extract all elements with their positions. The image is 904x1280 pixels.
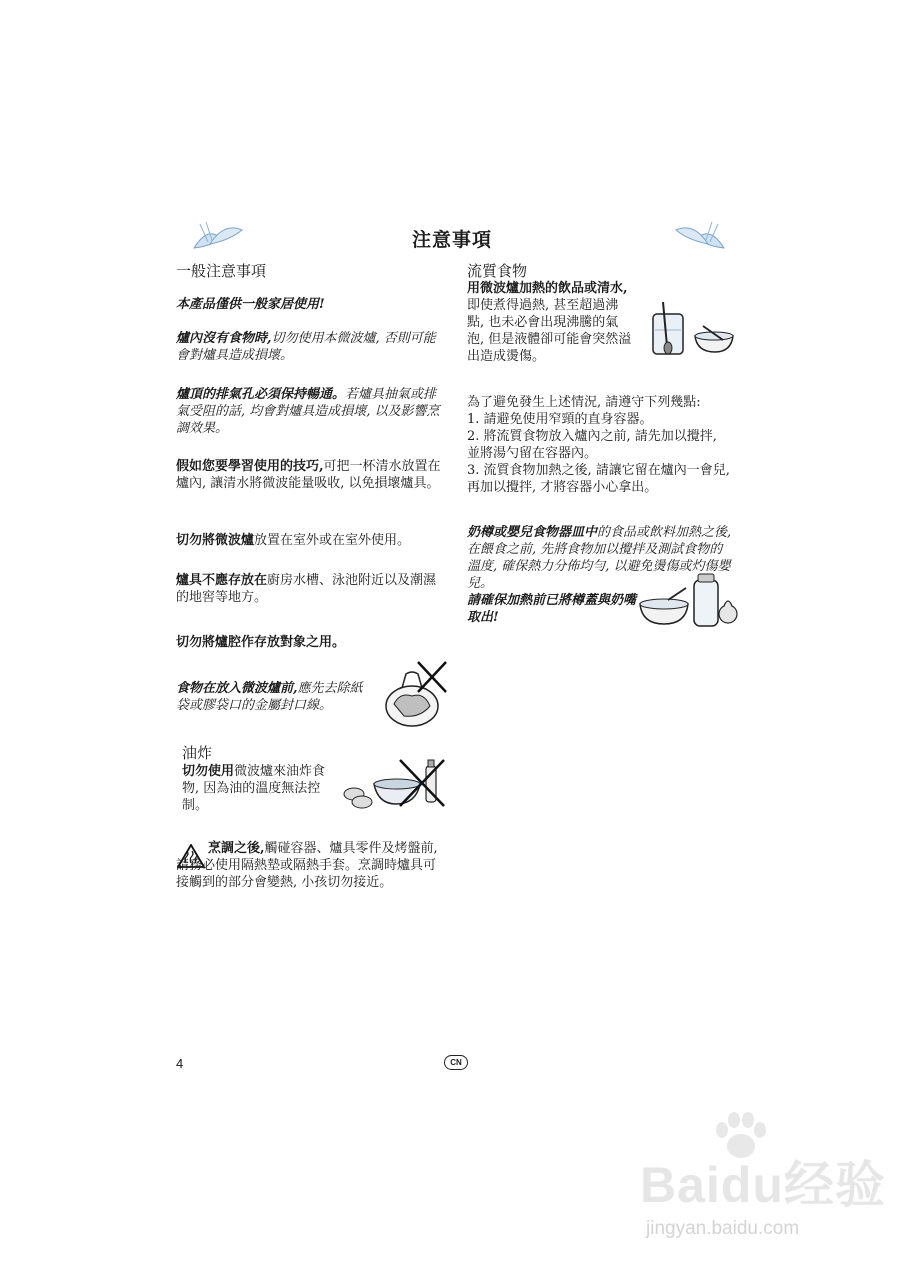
frying-pan-crossed-icon: [340, 756, 450, 812]
general-precautions-heading: 一般注意事項: [176, 262, 267, 280]
baby-food-bold: 奶樽或嬰兒食物器皿中: [467, 525, 598, 540]
outdoor-bold: 切勿將微波爐: [176, 533, 255, 548]
liquids-bold: 用微波爐加熱的飲品或清水,: [467, 281, 628, 296]
household-use-note: 本產品僅供一般家居使用!: [176, 297, 325, 312]
outdoor-text: 放置在室外或在室外使用。: [254, 533, 411, 548]
page-number: 4: [176, 1056, 184, 1071]
storage-text: 廚房水槽、泳池附近以及潮濕的地窖等地方。: [176, 573, 437, 605]
avoid-item-3: 3. 流質食物加熱之後, 請讓它留在爐內一會兒, 再加以攪拌, 才將容器小心拿出。: [467, 463, 730, 495]
liquids-warning: [467, 280, 635, 365]
storage-warning: [176, 572, 441, 606]
metal-tie-bold: 食物在放入微波爐前,: [176, 681, 298, 696]
vent-warning: [176, 386, 441, 437]
frying-warning: [182, 763, 342, 814]
avoid-intro: 為了避免發生上述情況, 請遵守下列幾點:: [467, 395, 701, 410]
hot-surface-bold: 烹調之後,: [208, 841, 265, 856]
storage-bold: 爐具不應存放在: [176, 573, 268, 588]
liquids-heading: 流質食物: [467, 262, 528, 280]
baidu-watermark-url: jingyan.baidu.com: [646, 1218, 800, 1239]
cavity-warning: 切勿將爐腔作存放對象之用。: [176, 635, 346, 650]
metal-tie-warning: [176, 680, 374, 714]
frying-bold: 切勿使用: [182, 764, 235, 779]
baidu-watermark-logo: Baidu经验: [640, 1157, 886, 1213]
baby-food-text: 的食品或飲料加熱之後, 在餵食之前, 先將食物加以攪拌及測試食物的溫度, 確保熱力分佈均勻, 以避免燙傷或灼傷嬰兒。: [467, 525, 732, 591]
frying-heading: 油炸: [182, 744, 213, 762]
liquids-text: 即使煮得過熱, 甚至超過沸點, 也未必會出現沸騰的氣泡, 但是液體卻可能會突然溢出造成燙傷。: [467, 298, 632, 364]
practice-tip: [176, 458, 441, 492]
outdoor-warning: [176, 532, 448, 549]
empty-oven-bold: 爐內沒有食物時,: [176, 331, 272, 346]
empty-oven-text: 切勿使用本微波爐, 否則可能會對爐具造成損壞。: [176, 331, 436, 363]
hot-surface-warning: [176, 840, 439, 891]
avoid-item-2: 2. 將流質食物放入爐內之前, 請先加以攪拌, 並將湯勺留在容器內。: [467, 429, 717, 461]
hot-surface-text: 觸碰容器、爐具零件及烤盤前, 請務必使用隔熱墊或隔熱手套。烹調時爐具可接觸到的部分會變熱, 小孩切勿接近。: [176, 841, 438, 890]
baby-bottle-note: 請確保加熱前已將樽蓋與奶嘴取出!: [467, 593, 637, 625]
swan-ornament-right: [668, 218, 728, 254]
frying-text: 微波爐來油炸食物, 因為油的溫度無法控制。: [182, 764, 326, 813]
practice-bold: 假如您要學習使用的技巧,: [176, 459, 324, 474]
metal-tie-text: 應先去除紙袋或膠袋口的金屬封口線。: [176, 681, 363, 713]
bagged-chicken-crossed-icon: [380, 658, 450, 730]
vent-bold: 爐頂的排氣孔必須保持暢通。: [176, 387, 346, 402]
cup-and-spoon-icon: [645, 296, 739, 360]
avoid-item-1: 1. 請避免使用窄頸的直身容器。: [467, 412, 653, 427]
baby-bottle-bowl-icon: [638, 572, 742, 632]
swan-ornament-left: [190, 218, 250, 254]
practice-text: 可把一杯清水放置在爐內, 讓清水將微波能量吸收, 以免損壞爐具。: [176, 459, 441, 491]
empty-oven-warning: [176, 330, 441, 364]
page-title: 注意事項: [411, 229, 492, 251]
language-badge: CN: [444, 1055, 468, 1070]
vent-text: 若爐具抽氣或排氣受阻的話, 均會對爐具造成損壞, 以及影響烹調效果。: [176, 387, 440, 436]
